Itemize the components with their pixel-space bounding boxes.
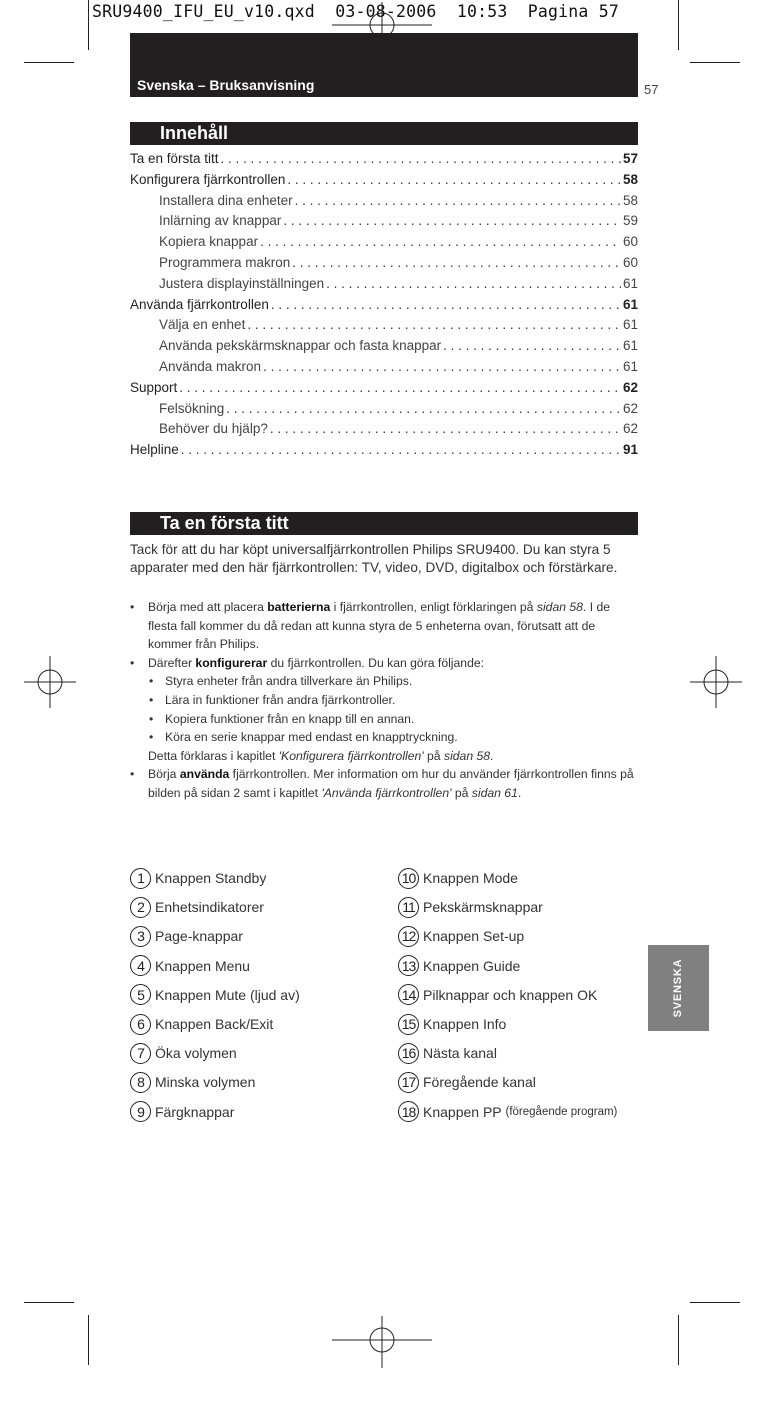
chapter-note: Detta förklaras i kapitlet 'Konfigurera fjärrkontrollen' på sidan 58. [148, 748, 494, 763]
legend-label: Knappen PP [423, 1103, 502, 1120]
callout-number: 6 [130, 1014, 151, 1035]
legend-label: Knappen Mute (ljud av) [155, 986, 300, 1003]
legend-item [130, 866, 266, 890]
toc-leader-dots [226, 401, 621, 416]
section-heading: Ta en första titt [160, 513, 289, 533]
toc-entry-title: Justera displayinställningen [159, 275, 325, 291]
table-of-contents [130, 151, 638, 463]
callout-number: 17 [398, 1072, 419, 1093]
legend-label-note: (föregående program) [505, 1105, 618, 1118]
legend-item [130, 924, 243, 948]
toc-entry-title: Välja en enhet [159, 317, 246, 333]
toc-entry-page: 57 [622, 151, 638, 166]
legend-item [130, 954, 250, 978]
language-tab [648, 945, 709, 1031]
legend-label: Knappen Info [423, 1016, 507, 1032]
callout-number: 13 [398, 955, 419, 976]
callout-number: 1 [130, 868, 151, 889]
toc-entry-title: Felsökning [159, 400, 225, 416]
toc-entry-page: 61 [622, 338, 638, 354]
language-tab-label: SVENSKA [672, 958, 684, 1018]
callout-number: 10 [398, 868, 419, 889]
toc-leader-dots [292, 255, 621, 270]
toc-entry-title: Behöver du hjälp? [159, 421, 268, 437]
toc-entry-page: 62 [622, 421, 638, 437]
toc-entry [130, 421, 638, 442]
toc-leader-dots [263, 359, 621, 374]
sub-bullet: • Köra en serie knappar med endast en knapptryckning. [130, 728, 638, 747]
toc-entry [130, 317, 638, 338]
legend-label: Page-knappar [155, 928, 243, 945]
callout-number: 16 [398, 1043, 419, 1064]
toc-entry-page: 59 [622, 213, 638, 229]
sub-bullet: • Kopiera funktioner från en knapp till en annan. [130, 710, 638, 729]
callout-number: 8 [130, 1072, 151, 1093]
callout-number: 7 [130, 1043, 151, 1064]
legend-label: Knappen Guide [423, 957, 521, 974]
toc-leader-dots [181, 442, 621, 457]
legend-item [398, 895, 543, 919]
toc-entry [130, 380, 638, 401]
toc-entry [130, 151, 638, 172]
legend-item [130, 1041, 237, 1065]
bullet-batteries: • Börja med att placera batterierna i fjärrkontrollen, enligt förklaringen på sidan 58. I de flesta fall kommer du då redan att kunna styra de 5 enheterna ovan, förutsatt att de kommer från Philips. [130, 598, 638, 654]
legend-left [130, 866, 390, 1136]
legend-item [130, 1100, 234, 1124]
legend-item [398, 1100, 617, 1124]
toc-entry-title: Installera dina enheter [159, 192, 293, 208]
callout-number: 4 [130, 955, 151, 976]
legend-item [130, 983, 300, 1007]
toc-entry [130, 172, 638, 193]
toc-entry-title: Support [130, 379, 178, 395]
toc-leader-dots [283, 213, 621, 228]
legend-label: Knappen Back/Exit [155, 1016, 274, 1032]
callout-number: 14 [398, 984, 419, 1005]
callout-number: 9 [130, 1101, 151, 1122]
legend-label: Minska volymen [155, 1074, 256, 1091]
callout-number: 5 [130, 984, 151, 1005]
toc-leader-dots [295, 193, 621, 208]
legend-label: Färgknappar [155, 1103, 235, 1120]
legend-label: Knappen Mode [423, 870, 518, 886]
toc-entry [130, 338, 638, 359]
legend-label: Pilknappar och knappen OK [423, 986, 598, 1003]
toc-entry [130, 359, 638, 380]
toc-entry [130, 297, 638, 318]
toc-leader-dots [326, 276, 621, 291]
toc-entry-page: 62 [622, 400, 638, 416]
callout-number: 18 [398, 1101, 419, 1122]
bullet-use: • Börja använda fjärrkontrollen. Mer information om hur du använder fjärrkontrollen finns på bilden på sidan 2 samt i kapitlet 'Använda fjärrkontrollen' på sidan 61. [130, 765, 638, 802]
toc-entry [130, 234, 638, 255]
toc-entry-page: 62 [622, 379, 638, 395]
legend-item [130, 1070, 255, 1094]
legend-item [398, 924, 524, 948]
legend-item [130, 895, 264, 919]
page-number: 57 [644, 82, 659, 97]
registration-mark-right [690, 656, 742, 708]
toc-heading-bar [130, 122, 638, 145]
toc-leader-dots [221, 151, 621, 166]
callout-number: 2 [130, 897, 151, 918]
toc-entry-page: 61 [622, 275, 638, 291]
toc-leader-dots [443, 338, 621, 353]
callout-number: 12 [398, 926, 419, 947]
legend-label: Enhetsindikatorer [155, 899, 264, 916]
toc-entry-title: Helpline [130, 442, 179, 458]
toc-leader-dots [179, 380, 621, 395]
toc-entry-title: Konfigurera fjärrkontrollen [130, 171, 286, 187]
toc-entry [130, 213, 638, 234]
legend-label: Pekskärmsknappar [423, 899, 543, 916]
legend-item [398, 1070, 536, 1094]
toc-leader-dots [247, 317, 621, 332]
toc-entry-page: 61 [622, 358, 638, 374]
toc-leader-dots [271, 297, 621, 312]
bullet-configure: • Därefter konfigurerar du fjärrkontrollen. Du kan göra följande: [130, 654, 638, 673]
legend-label: Knappen Standby [155, 870, 267, 886]
toc-entry-page: 61 [622, 296, 638, 312]
sub-bullet: • Lära in funktioner från andra fjärrkontroller. [130, 691, 638, 710]
toc-entry [130, 255, 638, 276]
toc-entry [130, 276, 638, 297]
legend-item [130, 1012, 273, 1036]
toc-entry-page: 61 [622, 317, 638, 333]
toc-entry [130, 193, 638, 214]
legend-item [398, 866, 518, 890]
callout-number: 3 [130, 926, 151, 947]
toc-entry-title: Ta en första titt [130, 151, 219, 166]
toc-entry-title: Använda pekskärmsknappar och fasta knappar [159, 338, 442, 354]
legend-item [398, 983, 597, 1007]
toc-entry-page: 58 [622, 192, 638, 208]
sub-bullet: • Styra enheter från andra tillverkare än Philips. [130, 672, 638, 691]
legend-label: Öka volymen [155, 1045, 237, 1062]
toc-entry [130, 442, 638, 463]
toc-entry-title: Använda fjärrkontrollen [130, 296, 269, 312]
printer-slug: SRU9400_IFU_EU_v10.qxd 03-08-2006 10:53 Pagina 57 [92, 2, 619, 21]
intro-paragraph: Tack för att du har köpt universalfjärrkontrollen Philips SRU9400. Du kan styra 5 apparater med den här fjärrkontrollen: TV, video, DVD, digitalbox och förstärkare. [130, 542, 618, 575]
legend-right [398, 866, 643, 1136]
legend-label: Knappen Menu [155, 957, 250, 974]
toc-entry-page: 60 [622, 254, 638, 270]
header-title: Svenska – Bruksanvisning [137, 77, 315, 93]
legend-item [398, 954, 520, 978]
registration-mark-left [24, 656, 76, 708]
toc-entry-title: Använda makron [159, 358, 262, 374]
legend-label: Knappen Set-up [423, 928, 525, 945]
toc-leader-dots [287, 172, 621, 187]
registration-mark-bottom [332, 1316, 432, 1368]
toc-entry-title: Inlärning av knappar [159, 213, 282, 229]
toc-entry [130, 401, 638, 422]
legend-item [398, 1012, 506, 1036]
legend-item [398, 1041, 497, 1065]
legend-label: Nästa kanal [423, 1045, 497, 1062]
legend-label: Föregående kanal [423, 1074, 536, 1091]
toc-entry-title: Programmera makron [159, 254, 291, 270]
toc-entry-title: Kopiera knappar [159, 234, 259, 250]
callout-number: 11 [398, 897, 419, 918]
toc-leader-dots [270, 421, 621, 436]
toc-entry-page: 58 [622, 171, 638, 187]
toc-entry-page: 60 [622, 234, 638, 250]
toc-leader-dots [260, 234, 621, 249]
section-heading-bar [130, 512, 638, 535]
instruction-bullets [130, 598, 638, 803]
toc-heading: Innehåll [160, 123, 229, 143]
callout-number: 15 [398, 1014, 419, 1035]
toc-entry-page: 91 [622, 442, 638, 458]
